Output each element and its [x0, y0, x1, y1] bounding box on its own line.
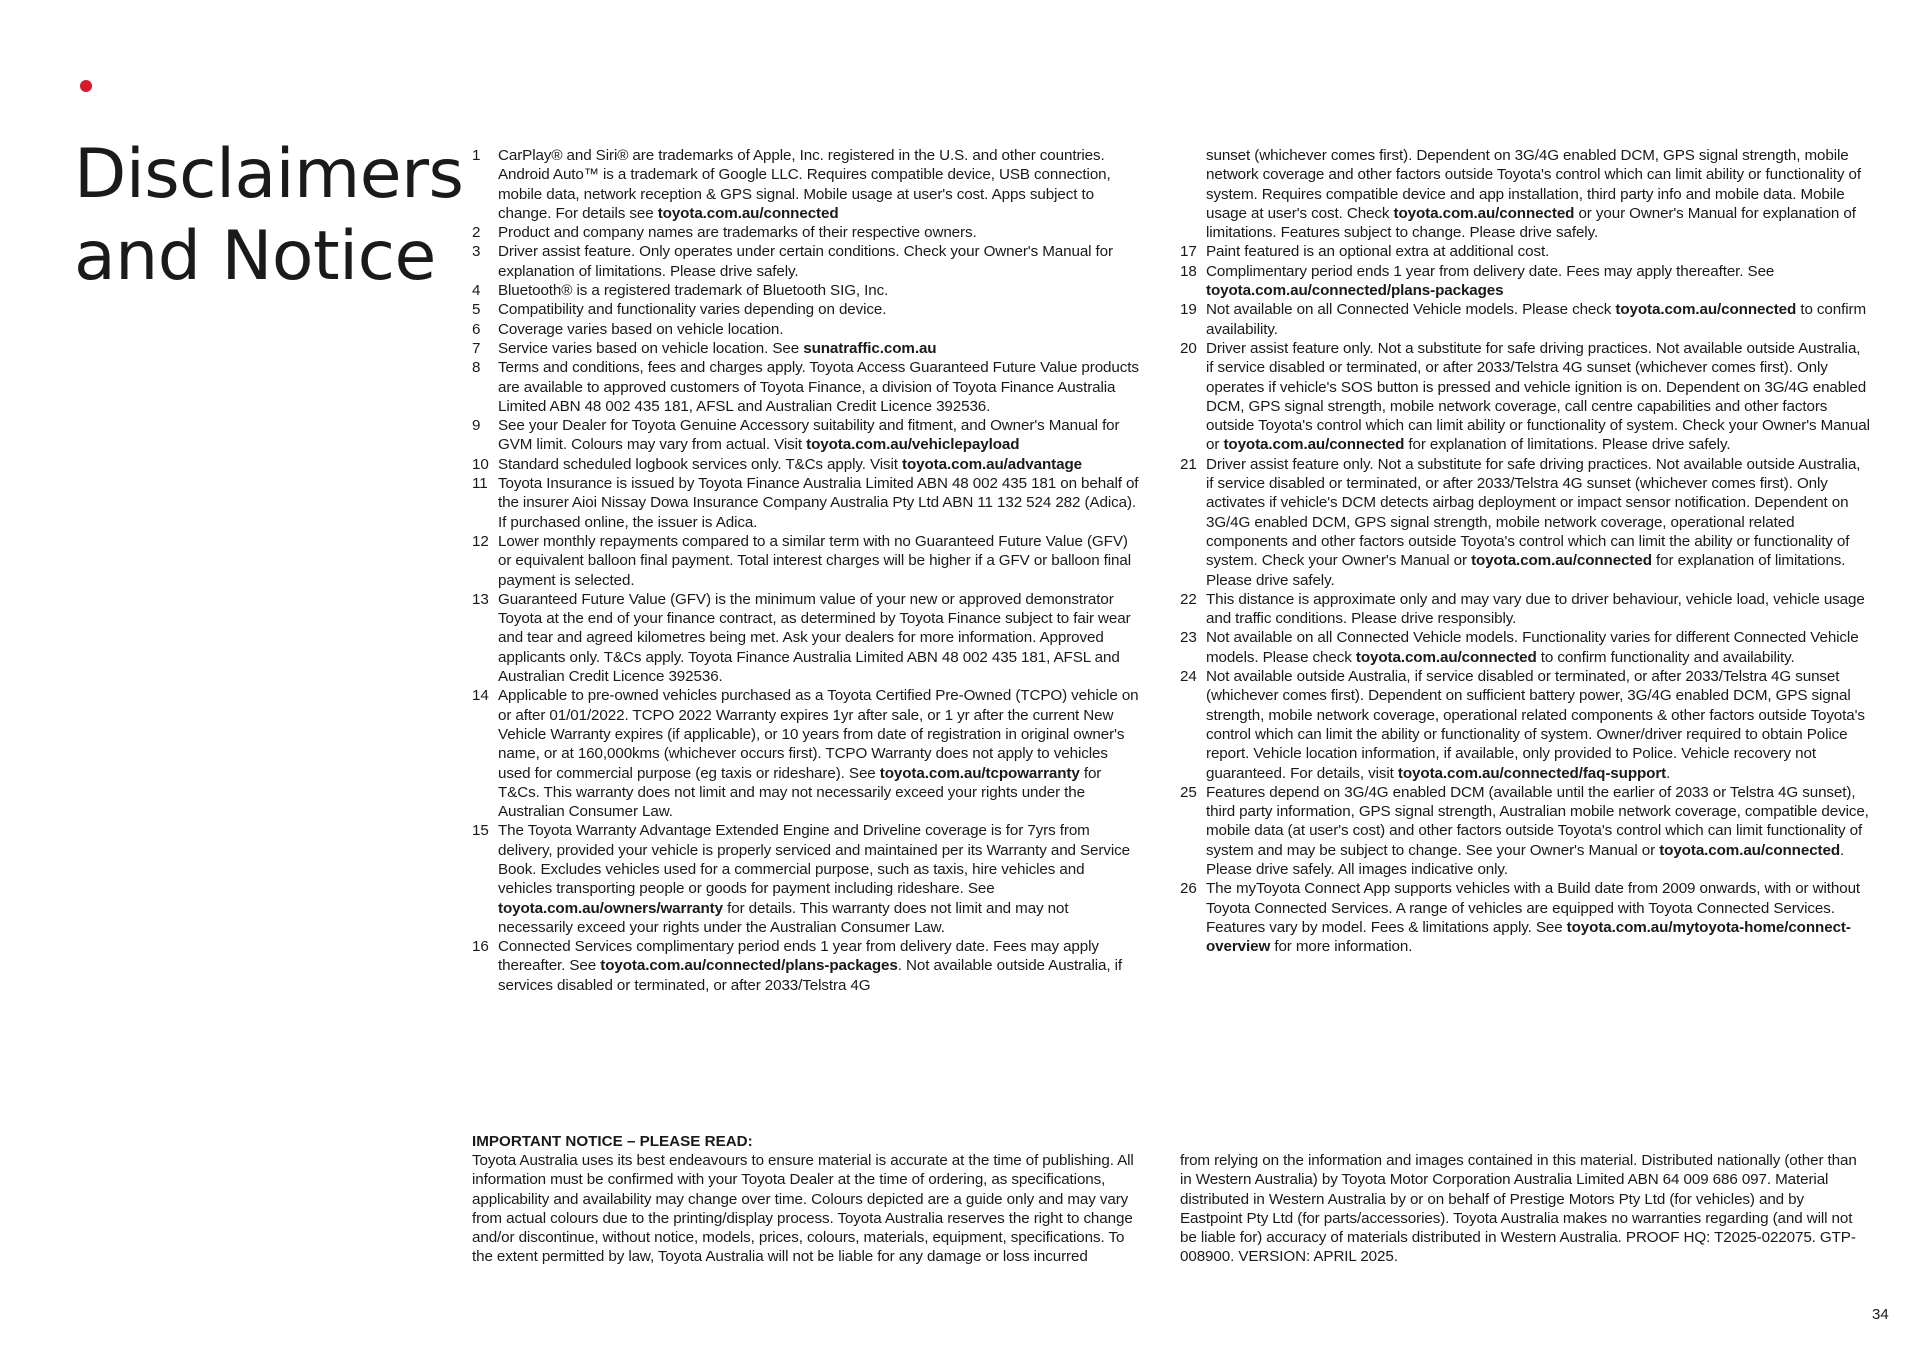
- page-number: 34: [1872, 1306, 1889, 1323]
- disclaimer-text-segment: for explanation of limitations. Please drive safely.: [1206, 552, 1846, 589]
- disclaimer-url: toyota.com.au/connected: [1393, 204, 1575, 222]
- disclaimer-text-segment: Applicable to pre-owned vehicles purchased as a Toyota Certified Pre-Owned (TCPO) vehicle on or after 01/01/2022. TCPO 2022 Warranty expires 1yr after sale, or 1 yr after the current New Vehicle Warranty expires (if applicable), or 10 years from date of registration in original owner's name, or at 160,000kms (whichever occurs first). TCPO Warranty does not apply to vehicles used for commercial purpose (eg taxis or rideshare). See: [498, 687, 1139, 782]
- disclaimer-text: [1206, 667, 1870, 783]
- disclaimer-item: [1180, 879, 1870, 956]
- disclaimer-number: 19: [1180, 301, 1197, 319]
- disclaimer-number: 10: [472, 455, 489, 473]
- disclaimer-text: [1206, 879, 1870, 956]
- disclaimer-url: toyota.com.au/connected: [1223, 436, 1405, 454]
- disclaimer-text: [498, 339, 1142, 358]
- disclaimer-text: [1206, 590, 1870, 629]
- disclaimer-item: [472, 242, 1142, 281]
- disclaimer-text: [498, 590, 1142, 686]
- disclaimer-url: toyota.com.au/advantage: [902, 455, 1083, 473]
- disclaimer-text: [1206, 339, 1870, 455]
- disclaimer-number: 21: [1180, 455, 1197, 473]
- disclaimer-text: [498, 821, 1142, 937]
- disclaimer-item: [472, 416, 1142, 455]
- disclaimer-item: [472, 474, 1142, 532]
- disclaimer-number: 24: [1180, 668, 1197, 686]
- disclaimer-text-segment: or your Owner's Manual for explanation of limitations. Features subject to change. Please drive safely.: [1206, 204, 1856, 242]
- disclaimer-text: [498, 242, 1142, 281]
- disclaimer-url: toyota.com.au/connected/plans-packages: [600, 957, 898, 975]
- disclaimer-number: 6: [472, 320, 481, 338]
- disclaimer-text-segment: Not available outside Australia, if service disabled or terminated, or after 2033/Telstra 4G sunset (whichever comes first). Dependent on sufficient battery power, 3G/4G enabled DCM, GPS signal strength, mobile network coverage, operational related components & other factors outside Toyota's control which can limit the ability or functionality of system. Owner/driver required to obtain Police report. Vehicle location information, if available, only provided to Police. Vehicle recovery not guaranteed. For details, visit: [1206, 668, 1865, 782]
- disclaimer-text: [1206, 262, 1870, 301]
- disclaimer-text-segment: Bluetooth® is a registered trademark of Bluetooth SIG, Inc.: [498, 282, 889, 300]
- disclaimer-number: 18: [1180, 262, 1197, 280]
- disclaimer-url: toyota.com.au/connected: [1659, 841, 1841, 859]
- disclaimer-url: toyota.com.au/vehiclepayload: [806, 436, 1020, 454]
- disclaimer-text-segment: for explanation of limitations. Please drive safely.: [1404, 436, 1731, 454]
- disclaimer-text-segment: Complimentary period ends 1 year from delivery date. Fees may apply thereafter. See: [1206, 262, 1775, 280]
- disclaimer-text-segment: sunset (whichever comes first). Dependent on 3G/4G enabled DCM, GPS signal strength, mobile network coverage and other factors outside Toyota's control which can limit ability or functionality of system. Requires compatible device and app installation, third party info and mobile data. Mobile usage at user's cost. Check: [1206, 147, 1861, 222]
- disclaimer-url: toyota.com.au/connected/plans-packages: [1206, 282, 1504, 300]
- disclaimer-text: [1206, 783, 1870, 879]
- disclaimer-text-segment: Product and company names are trademarks of their respective owners.: [498, 224, 977, 242]
- disclaimer-text: [1180, 146, 1870, 242]
- disclaimer-url: toyota.com.au/mytoyota-home/connect-overview: [1206, 918, 1851, 956]
- disclaimer-number: 5: [472, 301, 481, 319]
- disclaimer-text: [498, 532, 1142, 590]
- disclaimer-number: 20: [1180, 339, 1197, 357]
- disclaimer-text: [498, 686, 1142, 821]
- disclaimer-text: [1206, 242, 1870, 261]
- disclaimer-item: [1180, 300, 1870, 339]
- disclaimer-text-segment: This distance is approximate only and may vary due to driver behaviour, vehicle load, vehicle usage and traffic conditions. Please drive responsibly.: [1206, 590, 1865, 628]
- disclaimer-number: 23: [1180, 629, 1197, 647]
- disclaimer-text-segment: Features depend on 3G/4G enabled DCM (available until the earlier of 2033 or Telstra 4G sunset), third party information, GPS signal strength, Australian mobile network coverage, compatible device, mobile data (at user's cost) and other factors outside Toyota's control which can limit functionality of system and may be subject to change. See your Owner's Manual or: [1206, 783, 1869, 859]
- disclaimer-url: toyota.com.au/connected/faq-support: [1397, 764, 1667, 782]
- disclaimer-item: [472, 339, 1142, 358]
- disclaimer-number: 7: [472, 339, 481, 357]
- disclaimer-number: 3: [472, 243, 481, 261]
- disclaimer-list-left: [472, 146, 1142, 995]
- brand-red-dot: [80, 80, 92, 92]
- disclaimer-item: [472, 937, 1142, 995]
- disclaimer-number: 13: [472, 590, 489, 608]
- disclaimer-text-segment: Terms and conditions, fees and charges apply. Toyota Access Guaranteed Future Value products are available to approved customers of Toyota Finance, a division of Toyota Finance Australia Limited ABN 48 002 435 181, AFSL and Australian Credit Licence 392536.: [498, 359, 1139, 415]
- disclaimer-text: [1206, 455, 1870, 590]
- disclaimer-text: [498, 455, 1142, 474]
- disclaimer-number: 15: [472, 822, 489, 840]
- disclaimer-number: 2: [472, 224, 481, 242]
- disclaimer-text-segment: for T&Cs. This warranty does not limit and may not necessarily exceed your rights under the Australian Consumer Law.: [498, 764, 1102, 821]
- disclaimer-text-segment: Connected Services complimentary period ends 1 year from delivery date. Fees may apply thereafter. See: [498, 938, 1099, 975]
- disclaimer-number: 1: [472, 147, 481, 164]
- disclaimer-text-segment: Toyota Insurance is issued by Toyota Finance Australia Limited ABN 48 002 435 181 on behalf of the insurer Aioi Nissay Dowa Insurance Company Australia Pty Ltd ABN 11 132 524 282 (Adica). If purchased online, the issuer is Adica.: [498, 475, 1139, 531]
- disclaimer-number: 11: [472, 475, 488, 493]
- disclaimer-item: [472, 686, 1142, 821]
- important-notice-text-left: Toyota Australia uses its best endeavours to ensure material is accurate at the time of publishing. All information must be confirmed with your Toyota Dealer at the time of ordering, as specifications, applicability and availability may change over time. Colours depicted are a guide only and may vary from actual colours due to the printing/display process. Toyota Australia reserves the right to change and/or discontinue, without notice, models, prices, colours, materials, equipment, specifications. To the extent permitted by law, Toyota Australia will not be liable for any damage or loss incurred: [472, 1152, 1134, 1266]
- disclaimer-text-segment: Guaranteed Future Value (GFV) is the minimum value of your new or approved demonstrator Toyota at the end of your finance contract, as determined by Toyota Finance subject to fair wear and tear and agreed kilometres being met. Ask your dealers for more information. Approved applicants only. T&Cs apply. Toyota Finance Australia Limited ABN 48 002 435 181, AFSL and Australian Credit Licence 392536.: [498, 590, 1131, 686]
- disclaimer-url: toyota.com.au/connected: [657, 204, 839, 222]
- disclaimer-text-segment: CarPlay® and Siri® are trademarks of Apple, Inc. registered in the U.S. and other countries. Android Auto™ is a trademark of Google LLC. Requires compatible device, USB connection, mobile data, network reception & GPS signal. Mobile usage at user's cost. Apps subject to change. For details see: [498, 147, 1111, 222]
- disclaimer-item: [1180, 667, 1870, 783]
- disclaimer-item: [472, 590, 1142, 686]
- disclaimer-item: [1180, 339, 1870, 455]
- disclaimer-url: toyota.com.au/connected: [1355, 648, 1537, 666]
- disclaimer-number: 22: [1180, 590, 1197, 608]
- disclaimer-item: [1180, 628, 1870, 667]
- disclaimer-text-segment: for more information.: [1270, 938, 1413, 956]
- disclaimer-text-segment: Compatibility and functionality varies depending on device.: [498, 301, 887, 319]
- disclaimer-item: [1180, 146, 1870, 242]
- disclaimer-number: 14: [472, 687, 489, 705]
- disclaimer-url: toyota.com.au/connected: [1615, 301, 1797, 319]
- disclaimer-item: [472, 223, 1142, 242]
- disclaimer-url: toyota.com.au/connected: [1471, 552, 1652, 570]
- page-title-line-2: and Notice: [74, 217, 436, 296]
- disclaimer-text-segment: Not available on all Connected Vehicle models. Please check: [1206, 301, 1616, 319]
- disclaimer-number: 12: [472, 532, 489, 550]
- disclaimer-text: [1206, 300, 1870, 339]
- disclaimer-text-segment: Paint featured is an optional extra at additional cost.: [1206, 243, 1550, 261]
- disclaimer-text: [498, 146, 1142, 223]
- disclaimer-item: [1180, 242, 1870, 261]
- disclaimer-item: [1180, 590, 1870, 629]
- disclaimer-text: [498, 937, 1142, 995]
- important-notice-heading: IMPORTANT NOTICE – PLEASE READ:: [472, 1133, 753, 1150]
- disclaimer-text-segment: The myToyota Connect App supports vehicles with a Build date from 2009 onwards, with or without Toyota Connected Services. A range of vehicles are equipped with Toyota Connected Services. Features vary by model. Fees & limitations apply. See: [1206, 880, 1861, 936]
- disclaimer-item: [472, 358, 1142, 416]
- disclaimer-text-segment: Driver assist feature. Only operates under certain conditions. Check your Owner's Manual for explanation of limitations. Please drive safely.: [498, 243, 1113, 280]
- disclaimer-url: toyota.com.au/tcpowarranty: [879, 764, 1080, 782]
- disclaimer-text-segment: .: [1666, 764, 1671, 782]
- disclaimer-number: 26: [1180, 880, 1197, 898]
- disclaimer-text: [498, 320, 1142, 339]
- disclaimer-text: [498, 300, 1142, 319]
- disclaimer-text-segment: Driver assist feature only. Not a substitute for safe driving practices. Not available outside Australia, if service disabled or terminated, or after 2033/Telstra 4G sunset (whichever comes first). Only activates if vehicle's DCM detects airbag deployment or impact sensor notification. Dependent on 3G/4G enabled DCM, GPS signal strength, mobile network coverage, operational related components and other factors outside Toyota's control which can limit the ability or functionality of system. Check your Owner's Manual or: [1206, 455, 1861, 570]
- disclaimer-text-segment: Standard scheduled logbook services only. T&Cs apply. Visit: [498, 455, 903, 473]
- disclaimer-text: [498, 223, 1142, 242]
- disclaimer-text-segment: to confirm availability.: [1206, 301, 1866, 338]
- disclaimer-item: [472, 455, 1142, 474]
- page-title: [74, 134, 463, 298]
- disclaimer-text: [498, 416, 1142, 455]
- disclaimer-item: [472, 300, 1142, 319]
- disclaimer-text-segment: Service varies based on vehicle location. See: [498, 339, 804, 357]
- disclaimer-item: [1180, 455, 1870, 590]
- disclaimer-text-segment: Driver assist feature only. Not a substitute for safe driving practices. Not available outside Australia, if service disabled or terminated, or after 2033/Telstra 4G sunset (whichever comes first). Only operates if vehicle's SOS button is pressed and vehicle ignition is on. Dependent on 3G/4G enabled DCM, GPS signal strength, mobile network coverage, call centre capabilities and other factors outside Toyota's control which can limit ability or functionality of system. Check your Owner's Manual or: [1206, 339, 1870, 454]
- disclaimer-item: [472, 821, 1142, 937]
- disclaimer-number: 4: [472, 282, 481, 300]
- disclaimer-item: [472, 281, 1142, 300]
- disclaimer-text-segment: . Please drive safely. All images indicative only.: [1206, 841, 1845, 878]
- disclaimer-text: [498, 474, 1142, 532]
- disclaimer-url: sunatraffic.com.au: [803, 339, 937, 357]
- disclaimer-number: 16: [472, 938, 489, 956]
- disclaimer-number: 25: [1180, 783, 1197, 801]
- disclaimer-text-segment: Lower monthly repayments compared to a similar term with no Guaranteed Future Value (GFV) or equivalent balloon final payment. Total interest charges will be higher if a GFV or balloon final payment is selected.: [498, 532, 1132, 589]
- disclaimer-text-segment: to confirm functionality and availability.: [1536, 648, 1795, 666]
- disclaimer-text-segment: for details. This warranty does not limit and may not necessarily exceed your rights under the Australian Consumer Law.: [498, 899, 1069, 936]
- disclaimer-text: [498, 281, 1142, 300]
- disclaimer-text-segment: The Toyota Warranty Advantage Extended Engine and Driveline coverage is for 7yrs from delivery, provided your vehicle is properly serviced and maintained per its Warranty and Service Book. Excludes vehicles used for a commercial purpose, such as taxis, hire vehicles and vehicles transporting people or goods for payment including rideshare. See: [498, 822, 1130, 898]
- disclaimer-item: [472, 146, 1142, 223]
- disclaimer-text: [498, 358, 1142, 416]
- disclaimer-url: toyota.com.au/owners/warranty: [498, 899, 723, 917]
- disclaimer-item: [1180, 783, 1870, 879]
- disclaimer-item: [472, 320, 1142, 339]
- disclaimer-number: 9: [472, 417, 481, 435]
- disclaimer-item: [472, 532, 1142, 590]
- disclaimer-number: 17: [1180, 243, 1197, 261]
- disclaimer-text-segment: Coverage varies based on vehicle location.: [498, 320, 784, 338]
- disclaimer-text-segment: See your Dealer for Toyota Genuine Accessory suitability and fitment, and Owner's Manual for GVM limit. Colours may vary from actual. Visit: [498, 417, 1120, 454]
- important-notice-text-right: from relying on the information and images contained in this material. Distributed nationally (other than in Western Australia) by Toyota Motor Corporation Australia Limited ABN 64 009 686 097. Material distributed in Western Australia by or on behalf of Prestige Motors Pty Ltd (for vehicles) and by Eastpoint Pty Ltd (for parts/accessories). Toyota Australia makes no warranties regarding (and will not be liable for) accuracy of materials distributed in Western Australia. PROOF HQ: T2025-022075. GTP-008900. VERSION: APRIL 2025.: [1180, 1152, 1857, 1266]
- page-title-line-1: Disclaimers: [74, 135, 464, 214]
- disclaimer-text-segment: . Not available outside Australia, if services disabled or terminated, or after 2033/Telstra 4G: [498, 957, 1123, 994]
- disclaimer-text-segment: Not available on all Connected Vehicle models. Functionality varies for different Connected Vehicle models. Please check: [1206, 629, 1859, 666]
- disclaimer-item: [1180, 262, 1870, 301]
- disclaimer-list-right: [1180, 146, 1870, 956]
- disclaimer-text: [1206, 628, 1870, 667]
- disclaimer-number: 8: [472, 359, 481, 377]
